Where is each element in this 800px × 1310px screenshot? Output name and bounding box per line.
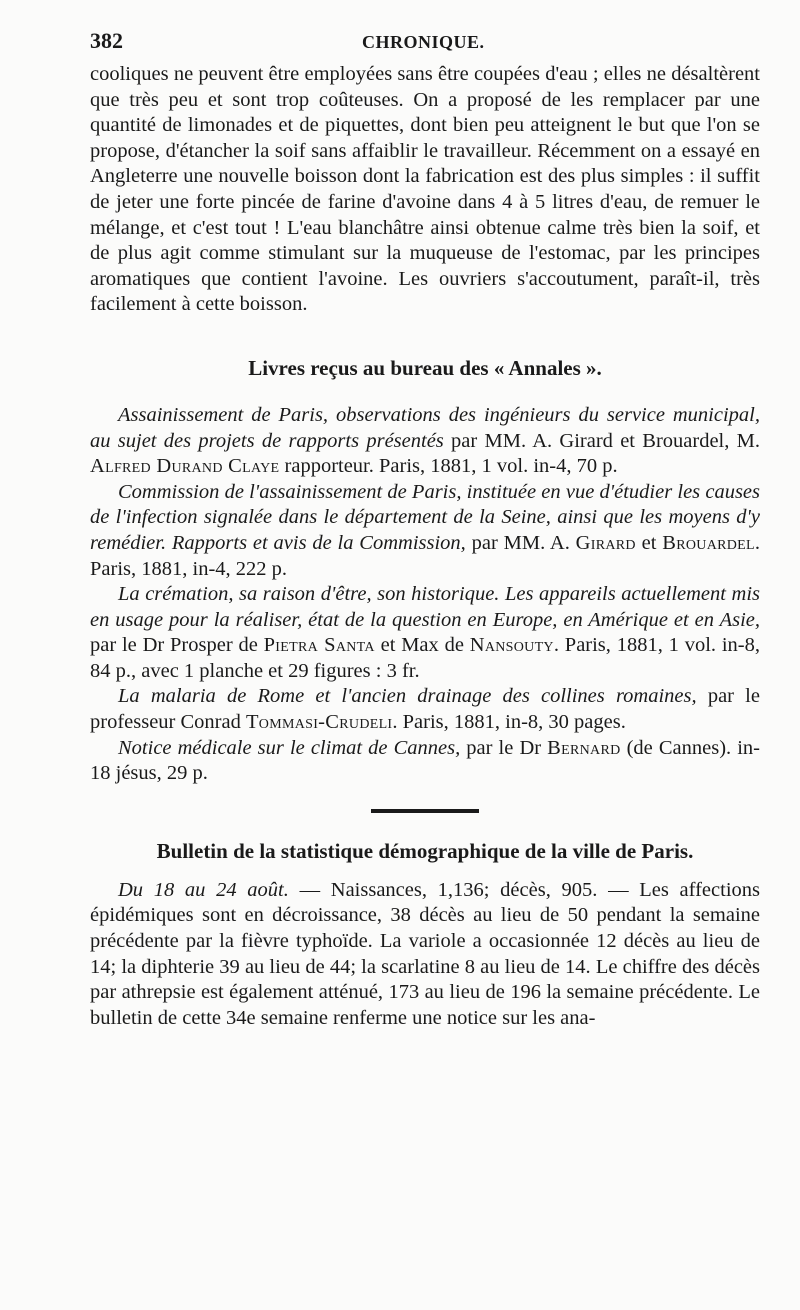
book-title: Commission de l'assainissement de Paris, instituée en vue d'étudier les causes de l'infection signalée dans le département de la Seine, ainsi que les moyens d'y remédier. Rapports et avis de la Commission, — [90, 480, 760, 554]
book-entry — [90, 684, 760, 735]
book-details: par le Dr — [460, 736, 548, 759]
bulletin-paragraph — [90, 878, 760, 1032]
author-name: Alfred Durand Claye — [90, 455, 280, 478]
bulletin-section-title: Bulletin de la statistique démographique de la ville de Paris. — [156, 838, 694, 863]
running-head: CHRONIQUE. — [362, 32, 485, 52]
bulletin-text: — Naissances, 1,136; décès, 905. — Les affections épidémiques sont en décroissance, 38 décès au lieu de 50 pendant la semaine précédente par la fièvre typhoïde. La variole a occasionnée 12 décès au lieu de 14; la diphterie 39 au lieu de 44; la scarlatine 8 au lieu de 14. Le chiffre des décès par athrepsie est également atténué, 173 au lieu de 196 la semaine précédente. Le bulletin de cette 34e semaine renferme une notice sur les ana- — [90, 878, 760, 1029]
book-details: . Paris, 1881, in-8, 30 pages. — [392, 711, 626, 734]
book-entry — [90, 480, 760, 582]
intro-paragraph: cooliques ne peuvent être employées sans être coupées d'eau ; elles ne désaltèrent que très peu et sont trop coûteuses. On a proposé de les remplacer par une quantité de limonades et de piquettes, dont bien peu atteignent le but que l'on se propose, d'étancher la soif sans affaiblir le travailleur. Récemment on a essayé en Angleterre une nouvelle boisson dont la fabrication est des plus simples : il suffit de jeter une forte pincée de farine d'avoine dans 4 à 5 litres d'eau, de remuer le mélange, et c'est tout ! L'eau blanchâtre ainsi obtenue calme très bien la soif, et de plus agit comme stimulant sur la muqueuse de l'estomac, par les principes aromatiques que contient l'avoine. Les ouvriers s'accoutument, paraît-il, très facilement à cette boisson. — [90, 63, 760, 316]
book-entry — [90, 582, 760, 684]
book-details: (de Cannes). in-18 jésus, 29 p. — [90, 736, 760, 785]
section-divider — [371, 809, 479, 813]
book-details: par MM. A. Girard et Brouardel, M. — [443, 429, 760, 452]
book-details: par MM. A. — [465, 531, 576, 554]
author-name: Tommasi-Crudeli — [245, 711, 393, 734]
books-section-title: Livres reçus au bureau des « Annales ». — [248, 355, 602, 380]
book-details: par le professeur Conrad — [90, 685, 760, 734]
book-details: . Paris, 1881, in-4, 222 p. — [90, 531, 760, 580]
book-title: Notice médicale sur le climat de Cannes, — [118, 736, 461, 759]
books-list — [90, 403, 760, 787]
book-details: rapporteur. Paris, 1881, 1 vol. in-4, 70 p. — [279, 455, 618, 478]
author-name: Nansouty — [469, 634, 554, 657]
author-name: Bernard — [547, 736, 621, 759]
page-header — [90, 26, 760, 62]
book-entry — [90, 736, 760, 787]
book-details: . Paris, 1881, 1 vol. in-8, 84 p., avec 1 planche et 29 figures : 3 fr. — [90, 634, 760, 682]
book-details: par le Dr Prosper de — [90, 634, 264, 657]
bulletin-date: Du 18 au 24 août. — [118, 878, 289, 901]
book-details: et Max de — [374, 634, 470, 657]
book-entry — [90, 403, 760, 480]
book-title: La malaria de Rome et l'ancien drainage des collines romaines, — [118, 685, 697, 708]
author-name: Pietra Santa — [263, 634, 375, 657]
book-title: Assainissement de Paris, observations des ingénieurs du service municipal, au sujet des projets de rapports présentés — [90, 403, 760, 452]
book-details: et — [635, 531, 663, 554]
author-name: Brouardel — [662, 531, 755, 554]
book-title: La crémation, sa raison d'être, son historique. Les appareils actuellement mis en usage pour la réaliser, état de la question en Europe, en Amérique et en Asie, — [90, 583, 760, 631]
page-number: 382 — [90, 28, 123, 53]
author-name: Girard — [575, 531, 636, 554]
